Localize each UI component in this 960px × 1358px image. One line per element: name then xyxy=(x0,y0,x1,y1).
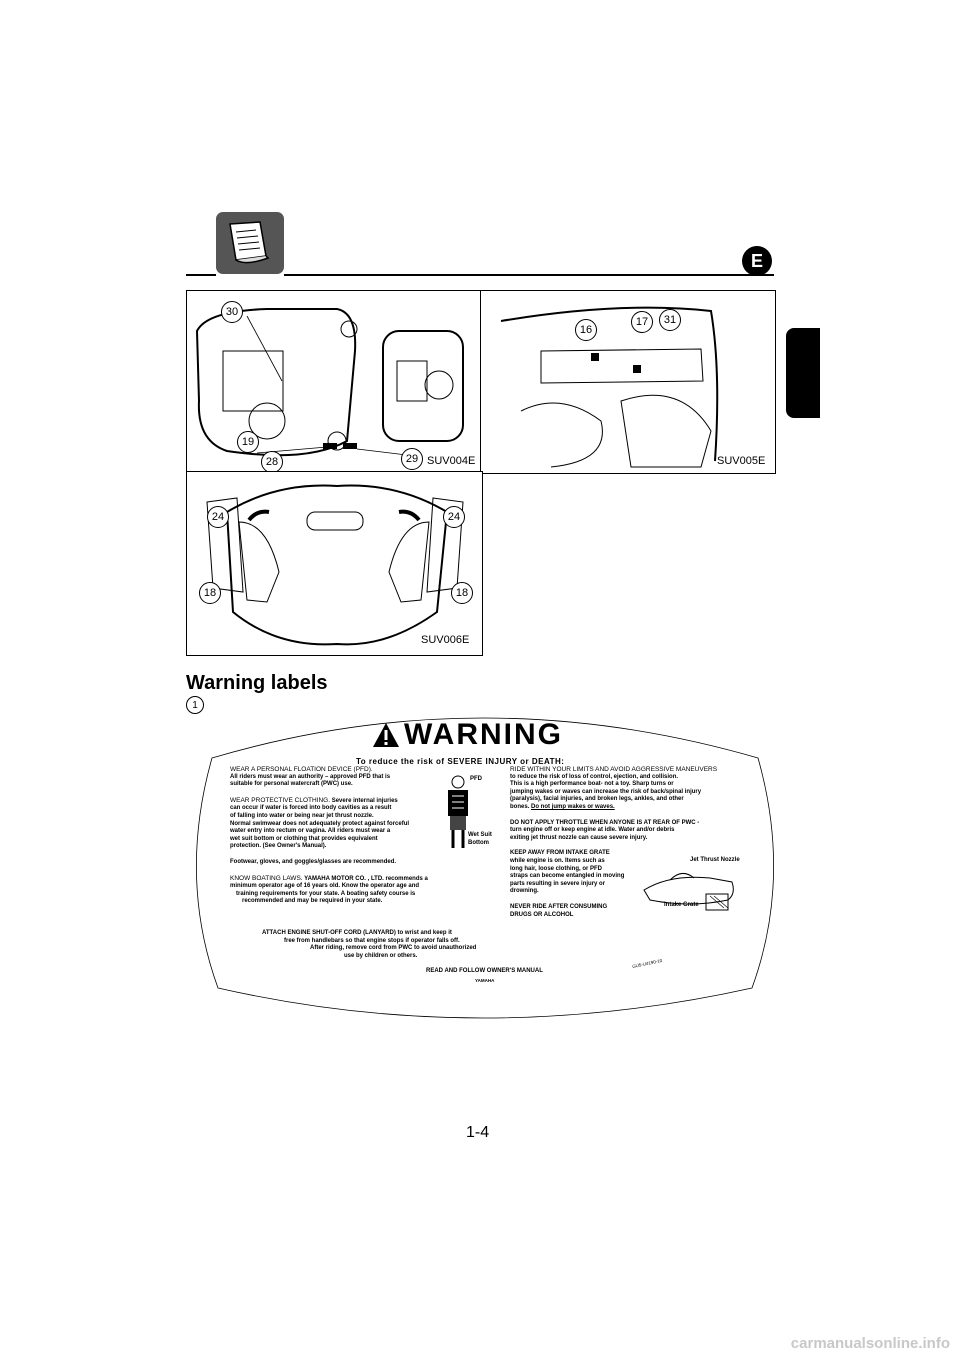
laws-line: training requirements for your state. A boating safety course is xyxy=(236,890,416,897)
throttle-heading: DO NOT APPLY THROTTLE WHEN ANYONE IS AT REAR OF PWC - xyxy=(510,819,700,826)
drugs-line: DRUGS OR ALCOHOL xyxy=(510,911,574,918)
lanyard-line: free from handlebars so that engine stops if operator falls off. xyxy=(284,937,460,944)
seat-storage-illustration xyxy=(187,472,482,655)
drugs-line: NEVER RIDE AFTER CONSUMING xyxy=(510,903,608,910)
grate-line: while engine is on. Items such as xyxy=(510,857,605,864)
clothing-line: wet suit bottom or clothing that provides equivalent xyxy=(230,835,378,842)
grate-heading: KEEP AWAY FROM INTAKE GRATE xyxy=(510,850,610,857)
part-number: GU5-U4190-10 xyxy=(631,957,663,970)
label-number: 1 xyxy=(186,696,204,714)
page-number: 1-4 xyxy=(466,1124,490,1141)
callout-28: 28 xyxy=(261,451,283,473)
callout-19: 19 xyxy=(237,431,259,453)
lanyard-line: ATTACH ENGINE SHUT-OFF CORD (LANYARD) to wrist and keep it xyxy=(262,930,452,936)
pfd-line: All riders must wear an authority – approved PFD that is xyxy=(230,773,391,780)
wetsuit-label-line: Bottom xyxy=(468,839,489,846)
pfd-callout-label: PFD xyxy=(470,776,482,782)
lanyard-line: use by children or others. xyxy=(344,952,418,959)
throttle-line: exiting jet thrust nozzle can cause severe injury. xyxy=(510,834,648,841)
section-side-tab xyxy=(786,328,820,418)
clothing-heading: WEAR PROTECTIVE CLOTHING. xyxy=(230,796,331,804)
laws-line: minimum operator age of 16 years old. Know the operator age and xyxy=(230,883,420,890)
callout-18-right: 18 xyxy=(451,582,473,604)
ride-line: jumping wakes or waves can increase the risk of back/spinal injury xyxy=(510,788,702,795)
callout-24-left: 24 xyxy=(207,506,229,528)
ride-heading: RIDE WITHIN YOUR LIMITS AND AVOID AGGRESSIVE MANEUVERS xyxy=(510,766,718,773)
grate-line: long hair, loose clothing, or PFD xyxy=(510,865,603,872)
figure-code: SUV006E xyxy=(421,634,470,646)
warning-left-column xyxy=(230,766,445,906)
section-title: Warning labels xyxy=(186,672,328,694)
header-rule-right xyxy=(284,274,774,276)
callout-16: 16 xyxy=(575,319,597,341)
language-badge: E xyxy=(742,246,772,276)
pfd-line: suitable for personal watercraft (PWC) use. xyxy=(230,781,353,788)
jet-nozzle-label: Jet Thrust Nozzle xyxy=(690,857,740,863)
laws-line: YAMAHA MOTOR CO. , LTD. recommends a xyxy=(304,875,428,882)
clothing-line: water entry into rectum or vagina. All riders must wear a xyxy=(230,828,391,835)
pfd-heading: WEAR A PERSONAL FLOATION DEVICE (PFD). xyxy=(230,766,373,773)
header-rule-left xyxy=(186,274,216,276)
clothing-line: of falling into water or being near jet thrust nozzle. xyxy=(230,812,374,819)
warning-subtitle: To reduce the risk of SEVERE INJURY or DEATH: xyxy=(356,757,565,766)
intake-grate-label: Intake Grate xyxy=(664,902,699,908)
footer-watermark: carmanualsonline.info xyxy=(790,1335,950,1352)
footwear-line: Footwear, gloves, and goggles/glasses are recommended. xyxy=(230,858,397,865)
ride-line: to reduce the risk of loss of control, ejection, and collision. xyxy=(510,773,679,780)
ride-line: This is a high performance boat- not a toy. Sharp turns or xyxy=(510,781,674,788)
grate-line: parts resulting in severe injury or xyxy=(510,880,606,887)
owners-manual-icon xyxy=(216,212,284,274)
lanyard-instruction xyxy=(262,930,522,960)
fuel-area-illustration xyxy=(481,291,775,473)
grate-line: drowning. xyxy=(510,888,539,895)
wetsuit-callout-label xyxy=(468,832,492,847)
callout-31: 31 xyxy=(659,309,681,331)
callout-29: 29 xyxy=(401,448,423,470)
callout-24-right: 24 xyxy=(443,506,465,528)
figure-fuel-area xyxy=(480,290,776,474)
callout-18-left: 18 xyxy=(199,582,221,604)
grate-line: straps can become entangled in moving xyxy=(510,873,625,880)
wetsuit-label-line: Wet Suit xyxy=(468,832,492,838)
callout-30: 30 xyxy=(221,301,243,323)
figure-engine-compartment xyxy=(186,290,483,474)
figure-code: SUV005E xyxy=(717,455,766,467)
figure-code: SUV004E xyxy=(427,455,476,467)
figure-seat-storage xyxy=(186,471,483,656)
clothing-line: can occur if water is forced into body cavities as a result xyxy=(230,805,392,812)
read-manual-line: READ AND FOLLOW OWNER'S MANUAL xyxy=(426,968,543,974)
callout-17: 17 xyxy=(631,311,653,333)
clothing-line: protection. (See Owner's Manual). xyxy=(230,843,327,850)
lanyard-line: After riding, remove cord from PWC to avoid unauthorized xyxy=(310,945,477,952)
brand-name: YAMAHA xyxy=(475,978,495,983)
clothing-line: Normal swimwear does not adequately protect against forceful xyxy=(230,820,410,827)
clothing-line: Severe internal injuries xyxy=(331,797,398,804)
laws-heading: KNOW BOATING LAWS. xyxy=(230,874,303,882)
ride-emphasis: Do not jump wakes or waves. xyxy=(531,803,615,810)
ride-line: bones. xyxy=(510,803,530,810)
throttle-line: turn engine off or keep engine at idle. Water and/or debris xyxy=(510,827,675,834)
ride-line: (paralysis), facial injuries, and broken legs, ankles, and other xyxy=(510,796,684,803)
laws-line: recommended and may be required in your state. xyxy=(242,898,383,905)
warning-triangle-icon xyxy=(372,722,400,748)
warning-title: WARNING xyxy=(404,718,563,751)
